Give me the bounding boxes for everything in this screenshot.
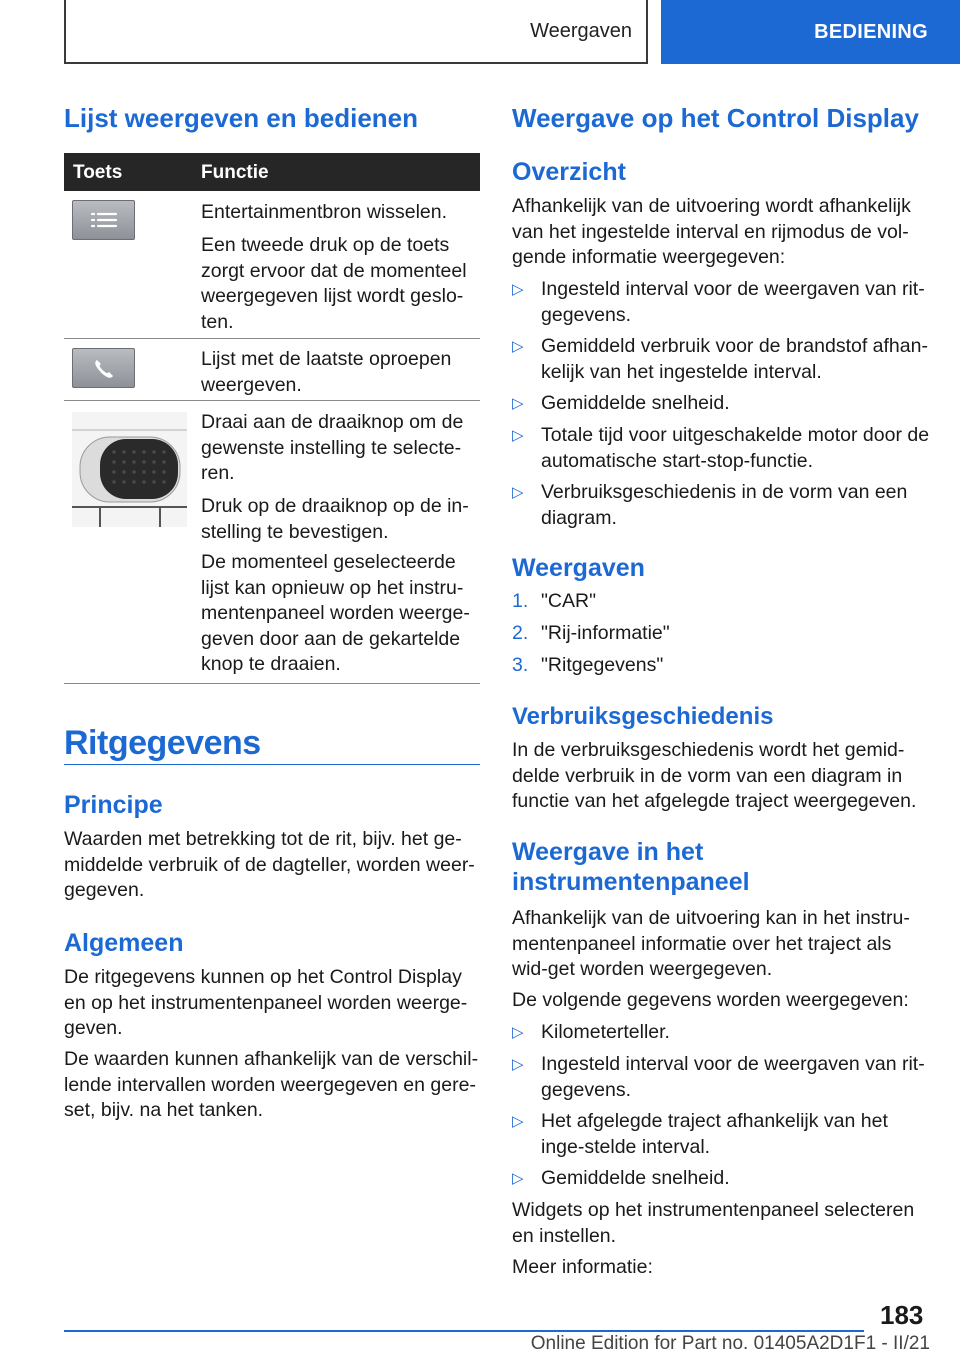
principe-title: Principe bbox=[64, 791, 163, 819]
instrument-panel-text-2: De volgende gegevens worden weergegeven: bbox=[512, 989, 909, 1011]
table-header bbox=[64, 153, 480, 191]
widgets-text: Widgets op het instrumentenpaneel selecteren en instellen. bbox=[512, 1199, 915, 1247]
bullet-triangle-icon: ▷ bbox=[512, 1170, 524, 1187]
bullet-triangle-icon: ▷ bbox=[512, 1024, 524, 1041]
list-menu-icon bbox=[72, 200, 135, 240]
table-header-function: Functie bbox=[201, 162, 269, 183]
table-header-key: Toets bbox=[73, 162, 123, 183]
bullet-triangle-icon: ▷ bbox=[512, 427, 524, 444]
row3-text1: Draai aan de draaiknop om de gewenste instelling te selecte-ren. bbox=[201, 411, 464, 484]
algemeen-text-2: De waarden kunnen afhankelijk van de verschil-lende intervallen worden weergegeven en gere-set, bijv. na het tanken. bbox=[64, 1048, 479, 1121]
footer-rule bbox=[64, 1330, 864, 1332]
table-row-divider bbox=[64, 683, 480, 684]
control-display-title: Weergave op het Control Display bbox=[512, 103, 919, 133]
table-row-divider bbox=[64, 400, 480, 401]
table-row-divider bbox=[64, 338, 480, 339]
overzicht-title: Overzicht bbox=[512, 158, 626, 186]
row1-text2: Een tweede druk op de toets zorgt ervoor dat de momenteel weergegeven lijst wordt geslo-ten. bbox=[201, 234, 467, 333]
row2-text: Lijst met de laatste oproepen weergeven. bbox=[201, 348, 452, 396]
bullet-triangle-icon: ▷ bbox=[512, 338, 524, 355]
section-rule bbox=[64, 764, 480, 765]
chapter-title: BEDIENING bbox=[814, 20, 928, 43]
list-item: 3. "Ritgegevens" bbox=[512, 654, 664, 676]
ritgegevens-title: Ritgegevens bbox=[64, 724, 261, 762]
instrument-panel-title-2: instrumentenpaneel bbox=[512, 868, 750, 896]
list-item: 1. "CAR" bbox=[512, 590, 597, 612]
phone-icon bbox=[72, 348, 135, 388]
section-title: Weergaven bbox=[530, 19, 632, 42]
instrument-panel-text: Afhankelijk van de uitvoering kan in het instru-mentenpaneel informatie over het traject als wid-get worden weergegeven. bbox=[512, 907, 910, 980]
algemeen-title: Algemeen bbox=[64, 929, 184, 957]
list-item: 2. "Rij-informatie" bbox=[512, 622, 670, 644]
row1-text1: Entertainmentbron wisselen. bbox=[201, 201, 448, 223]
running-header-chapter bbox=[661, 0, 960, 64]
verbruik-text: In de verbruiksgeschiedenis wordt het gemid-delde verbruik in de vorm van een diagram in functie van het afgelegde traject weergegeven. bbox=[512, 739, 917, 812]
meer-informatie-text: Meer informatie: bbox=[512, 1256, 653, 1278]
instrument-panel-title-1: Weergave in het bbox=[512, 838, 704, 866]
bullet-triangle-icon: ▷ bbox=[512, 395, 524, 412]
algemeen-text-1: De ritgegevens kunnen op het Control Display en op het instrumentenpaneel worden weerge-geven. bbox=[64, 966, 468, 1039]
row3-text2: Druk op de draaiknop op de in-stelling te bevestigen. bbox=[201, 495, 469, 543]
knurled-knob-photo bbox=[72, 412, 187, 527]
list-section-title: Lijst weergeven en bedienen bbox=[64, 103, 418, 133]
overzicht-text: Afhankelijk van de uitvoering wordt afhankelijk van het ingestelde interval en rijmodus de vol-gende informatie weergegeven: bbox=[512, 195, 911, 268]
page-number: 183 bbox=[880, 1300, 924, 1330]
row3-text3: De momenteel geselecteerde lijst kan opnieuw op het instru-mentenpaneel worden weerge-geven door aan de gekartelde knop te draaien. bbox=[201, 551, 470, 675]
bullet-triangle-icon: ▷ bbox=[512, 484, 524, 501]
running-header-section bbox=[64, 0, 648, 64]
weergaven-title: Weergaven bbox=[512, 554, 645, 582]
verbruik-title: Verbruiksgeschiedenis bbox=[512, 703, 774, 730]
bullet-triangle-icon: ▷ bbox=[512, 1113, 524, 1130]
principe-text: Waarden met betrekking tot de rit, bijv. het ge-middelde verbruik of de dagteller, worden weer-gegeven. bbox=[64, 828, 475, 901]
edition-footer: Online Edition for Part no. 01405A2D1F1 - II/21 bbox=[530, 1333, 930, 1354]
bullet-triangle-icon: ▷ bbox=[512, 1056, 524, 1073]
bullet-triangle-icon: ▷ bbox=[512, 281, 524, 298]
